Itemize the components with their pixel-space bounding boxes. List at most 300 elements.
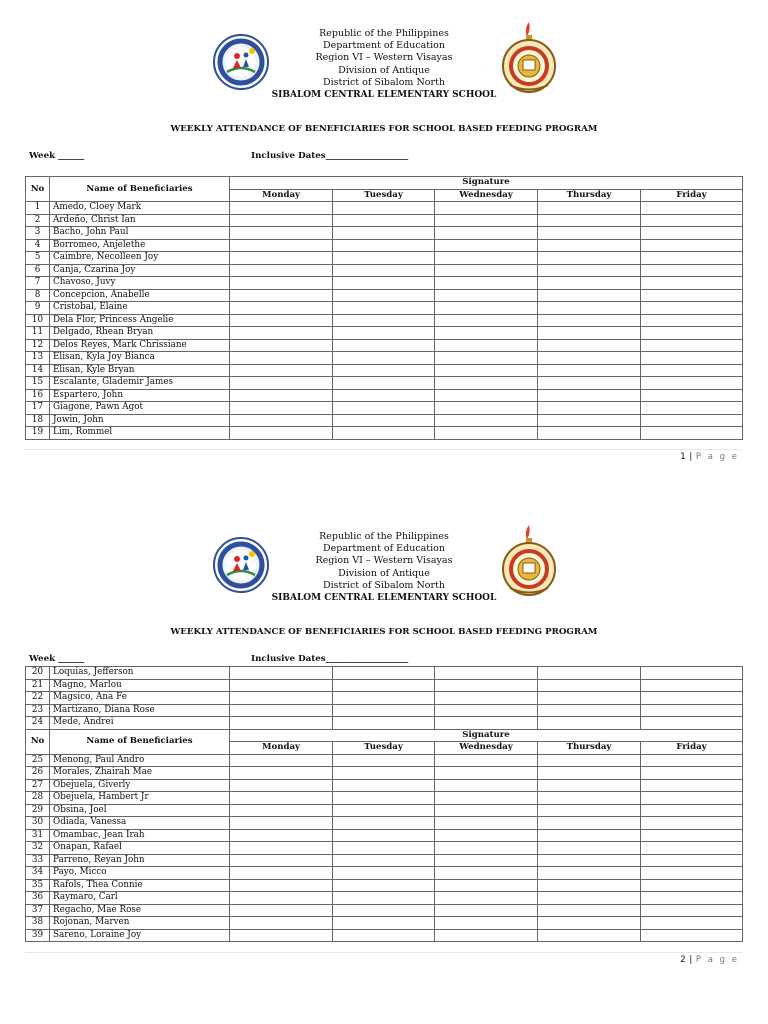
signature-cell-friday[interactable]: [641, 717, 743, 730]
signature-cell-thursday[interactable]: [538, 202, 641, 215]
beneficiary-name: Espartero, John: [50, 389, 230, 402]
beneficiary-name: Lim, Rommel: [50, 427, 230, 440]
signature-cell-monday[interactable]: [230, 917, 333, 930]
signature-cell-friday[interactable]: [641, 842, 743, 855]
signature-cell-thursday[interactable]: [538, 339, 641, 352]
signature-cell-tuesday[interactable]: [333, 302, 435, 315]
form-title: WEEKLY ATTENDANCE OF BENEFICIARIES FOR SCHOOL BASED FEEDING PROGRAM: [170, 627, 598, 637]
signature-cell-wednesday[interactable]: [435, 327, 538, 340]
signature-cell-tuesday[interactable]: [333, 917, 435, 930]
signature-cell-wednesday[interactable]: [435, 704, 538, 717]
signature-cell-thursday[interactable]: [538, 427, 641, 440]
signature-cell-monday[interactable]: [230, 767, 333, 780]
signature-cell-friday[interactable]: [641, 879, 743, 892]
signature-cell-wednesday[interactable]: [435, 377, 538, 390]
signature-cell-thursday[interactable]: [538, 854, 641, 867]
signature-cell-thursday[interactable]: [538, 779, 641, 792]
column-header-no: No: [26, 729, 50, 754]
signature-cell-tuesday[interactable]: [333, 214, 435, 227]
beneficiary-name: Delgado, Rhean Bryan: [50, 327, 230, 340]
signature-cell-monday[interactable]: [230, 792, 333, 805]
signature-cell-thursday[interactable]: [538, 717, 641, 730]
signature-cell-tuesday[interactable]: [333, 929, 435, 942]
signature-cell-monday[interactable]: [230, 352, 333, 365]
signature-cell-monday[interactable]: [230, 704, 333, 717]
signature-cell-tuesday[interactable]: [333, 829, 435, 842]
signature-cell-friday[interactable]: [641, 779, 743, 792]
signature-cell-monday[interactable]: [230, 717, 333, 730]
row-number: 25: [26, 754, 50, 767]
signature-cell-wednesday[interactable]: [435, 904, 538, 917]
signature-cell-wednesday[interactable]: [435, 692, 538, 705]
signature-cell-monday[interactable]: [230, 277, 333, 290]
table-row: [26, 202, 743, 215]
signature-cell-friday[interactable]: [641, 829, 743, 842]
signature-cell-wednesday[interactable]: [435, 264, 538, 277]
signature-cell-tuesday[interactable]: [333, 289, 435, 302]
row-number: 16: [26, 389, 50, 402]
letterhead-line: Department of Education: [323, 40, 445, 52]
signature-cell-wednesday[interactable]: [435, 302, 538, 315]
signature-cell-monday[interactable]: [230, 817, 333, 830]
beneficiary-name: Rojonan, Marven: [50, 917, 230, 930]
signature-cell-tuesday[interactable]: [333, 277, 435, 290]
signature-cell-monday[interactable]: [230, 227, 333, 240]
signature-cell-tuesday[interactable]: [333, 264, 435, 277]
signature-cell-friday[interactable]: [641, 377, 743, 390]
signature-cell-monday[interactable]: [230, 327, 333, 340]
beneficiary-name: Giagone, Pawn Agot: [50, 402, 230, 415]
signature-cell-friday[interactable]: [641, 202, 743, 215]
signature-cell-friday[interactable]: [641, 904, 743, 917]
beneficiary-name: Loquias, Jefferson: [50, 667, 230, 680]
letterhead-line: Division of Antique: [338, 567, 430, 579]
page-number-footer: 2 | P a g e: [680, 955, 739, 965]
signature-cell-thursday[interactable]: [538, 704, 641, 717]
signature-cell-tuesday[interactable]: [333, 704, 435, 717]
signature-cell-thursday[interactable]: [538, 829, 641, 842]
beneficiary-name: Concepcion, Anabelle: [50, 289, 230, 302]
signature-cell-thursday[interactable]: [538, 667, 641, 680]
signature-cell-monday[interactable]: [230, 239, 333, 252]
signature-cell-monday[interactable]: [230, 892, 333, 905]
signature-cell-wednesday[interactable]: [435, 917, 538, 930]
signature-cell-thursday[interactable]: [538, 377, 641, 390]
row-number: 22: [26, 692, 50, 705]
signature-cell-thursday[interactable]: [538, 792, 641, 805]
table-row: [26, 892, 743, 905]
row-number: 32: [26, 842, 50, 855]
column-header-name: Name of Beneficiaries: [50, 729, 230, 754]
signature-cell-monday[interactable]: [230, 289, 333, 302]
signature-cell-wednesday[interactable]: [435, 929, 538, 942]
page-number: 1: [680, 452, 687, 462]
signature-cell-monday[interactable]: [230, 804, 333, 817]
signature-cell-friday[interactable]: [641, 277, 743, 290]
beneficiary-name: Obsina, Joel: [50, 804, 230, 817]
signature-cell-monday[interactable]: [230, 364, 333, 377]
signature-cell-tuesday[interactable]: [333, 414, 435, 427]
signature-cell-wednesday[interactable]: [435, 842, 538, 855]
row-number: 37: [26, 904, 50, 917]
signature-cell-thursday[interactable]: [538, 879, 641, 892]
signature-cell-tuesday[interactable]: [333, 904, 435, 917]
table-row: [26, 302, 743, 315]
signature-cell-thursday[interactable]: [538, 402, 641, 415]
beneficiary-name: Regacho, Mae Rose: [50, 904, 230, 917]
signature-cell-monday[interactable]: [230, 339, 333, 352]
signature-cell-tuesday[interactable]: [333, 352, 435, 365]
signature-cell-friday[interactable]: [641, 917, 743, 930]
signature-cell-tuesday[interactable]: [333, 767, 435, 780]
row-number: 29: [26, 804, 50, 817]
signature-cell-tuesday[interactable]: [333, 239, 435, 252]
signature-cell-monday[interactable]: [230, 202, 333, 215]
signature-cell-friday[interactable]: [641, 679, 743, 692]
signature-cell-thursday[interactable]: [538, 892, 641, 905]
signature-cell-tuesday[interactable]: [333, 252, 435, 265]
table-row: [26, 377, 743, 390]
signature-cell-tuesday[interactable]: [333, 427, 435, 440]
row-number: 19: [26, 427, 50, 440]
signature-cell-wednesday[interactable]: [435, 804, 538, 817]
signature-cell-wednesday[interactable]: [435, 339, 538, 352]
table-row: [26, 867, 743, 880]
signature-cell-tuesday[interactable]: [333, 867, 435, 880]
attendance-table: [25, 176, 743, 440]
signature-cell-friday[interactable]: [641, 414, 743, 427]
signature-cell-monday[interactable]: [230, 904, 333, 917]
signature-cell-thursday[interactable]: [538, 389, 641, 402]
signature-cell-wednesday[interactable]: [435, 817, 538, 830]
column-header-signature: Signature: [230, 729, 743, 742]
signature-cell-monday[interactable]: [230, 779, 333, 792]
signature-cell-thursday[interactable]: [538, 754, 641, 767]
column-header-tuesday: Tuesday: [333, 742, 435, 755]
inclusive-dates-field: Inclusive Dates___________________: [251, 151, 409, 161]
beneficiary-name: Elisan, Kyle Bryan: [50, 364, 230, 377]
signature-cell-friday[interactable]: [641, 892, 743, 905]
row-number: 26: [26, 767, 50, 780]
signature-cell-tuesday[interactable]: [333, 314, 435, 327]
table-row: [26, 389, 743, 402]
signature-cell-wednesday[interactable]: [435, 867, 538, 880]
signature-cell-tuesday[interactable]: [333, 389, 435, 402]
signature-cell-thursday[interactable]: [538, 277, 641, 290]
row-number: 10: [26, 314, 50, 327]
document-page-1: [0, 0, 768, 500]
signature-cell-friday[interactable]: [641, 667, 743, 680]
table-row: [26, 842, 743, 855]
signature-cell-wednesday[interactable]: [435, 227, 538, 240]
week-field: Week ______: [29, 151, 85, 161]
column-header-no: No: [26, 177, 50, 202]
signature-cell-tuesday[interactable]: [333, 754, 435, 767]
page-number: 2: [680, 955, 687, 965]
signature-cell-thursday[interactable]: [538, 314, 641, 327]
signature-cell-tuesday[interactable]: [333, 779, 435, 792]
signature-cell-thursday[interactable]: [538, 679, 641, 692]
signature-cell-wednesday[interactable]: [435, 389, 538, 402]
signature-cell-monday[interactable]: [230, 302, 333, 315]
table-row: [26, 427, 743, 440]
letterhead-line: District of Sibalom North: [323, 579, 445, 591]
signature-cell-wednesday[interactable]: [435, 854, 538, 867]
column-header-monday: Monday: [230, 189, 333, 202]
signature-cell-thursday[interactable]: [538, 929, 641, 942]
signature-cell-wednesday[interactable]: [435, 364, 538, 377]
signature-cell-friday[interactable]: [641, 427, 743, 440]
signature-cell-monday[interactable]: [230, 252, 333, 265]
signature-cell-friday[interactable]: [641, 929, 743, 942]
signature-cell-tuesday[interactable]: [333, 364, 435, 377]
column-header-name: Name of Beneficiaries: [50, 177, 230, 202]
row-number: 28: [26, 792, 50, 805]
signature-cell-monday[interactable]: [230, 829, 333, 842]
signature-cell-wednesday[interactable]: [435, 667, 538, 680]
signature-cell-wednesday[interactable]: [435, 289, 538, 302]
page-word: P a g e: [695, 452, 739, 462]
signature-cell-monday[interactable]: [230, 692, 333, 705]
letterhead: [0, 28, 768, 101]
signature-cell-friday[interactable]: [641, 352, 743, 365]
letterhead: [0, 531, 768, 604]
signature-cell-wednesday[interactable]: [435, 427, 538, 440]
row-number: 1: [26, 202, 50, 215]
signature-cell-monday[interactable]: [230, 402, 333, 415]
signature-cell-friday[interactable]: [641, 692, 743, 705]
signature-cell-thursday[interactable]: [538, 352, 641, 365]
signature-cell-tuesday[interactable]: [333, 402, 435, 415]
letterhead-line: Region VI – Western Visayas: [315, 555, 453, 567]
signature-cell-thursday[interactable]: [538, 817, 641, 830]
beneficiary-name: Chavoso, Juvy: [50, 277, 230, 290]
column-header-friday: Friday: [641, 189, 743, 202]
signature-cell-friday[interactable]: [641, 389, 743, 402]
signature-cell-friday[interactable]: [641, 804, 743, 817]
signature-cell-tuesday[interactable]: [333, 792, 435, 805]
signature-cell-tuesday[interactable]: [333, 879, 435, 892]
beneficiary-name: Magno, Marlou: [50, 679, 230, 692]
table-row: [26, 854, 743, 867]
table-row: [26, 364, 743, 377]
signature-cell-friday[interactable]: [641, 364, 743, 377]
row-number: 39: [26, 929, 50, 942]
signature-cell-friday[interactable]: [641, 402, 743, 415]
table-row: [26, 879, 743, 892]
column-header-tuesday: Tuesday: [333, 189, 435, 202]
signature-cell-thursday[interactable]: [538, 289, 641, 302]
beneficiary-name: Onapan, Rafael: [50, 842, 230, 855]
row-number: 5: [26, 252, 50, 265]
column-header-wednesday: Wednesday: [435, 742, 538, 755]
row-number: 30: [26, 817, 50, 830]
table-row: [26, 402, 743, 415]
signature-cell-friday[interactable]: [641, 754, 743, 767]
week-field: Week ______: [29, 654, 85, 664]
signature-cell-monday[interactable]: [230, 377, 333, 390]
signature-cell-tuesday[interactable]: [333, 227, 435, 240]
beneficiary-name: Cristobal, Elaine: [50, 302, 230, 315]
signature-cell-friday[interactable]: [641, 854, 743, 867]
signature-cell-friday[interactable]: [641, 227, 743, 240]
signature-cell-friday[interactable]: [641, 252, 743, 265]
row-number: 6: [26, 264, 50, 277]
signature-cell-monday[interactable]: [230, 214, 333, 227]
beneficiary-name: Jowin, John: [50, 414, 230, 427]
table-row: [26, 817, 743, 830]
row-number: 9: [26, 302, 50, 315]
row-number: 36: [26, 892, 50, 905]
signature-cell-monday[interactable]: [230, 854, 333, 867]
row-number: 13: [26, 352, 50, 365]
table-row: [26, 667, 743, 680]
signature-cell-thursday[interactable]: [538, 804, 641, 817]
signature-cell-friday[interactable]: [641, 792, 743, 805]
signature-cell-friday[interactable]: [641, 867, 743, 880]
signature-cell-thursday[interactable]: [538, 842, 641, 855]
beneficiary-name: Amedo, Cloey Mark: [50, 202, 230, 215]
beneficiary-name: Escalante, Glademir James: [50, 377, 230, 390]
table-row: [26, 214, 743, 227]
row-number: 2: [26, 214, 50, 227]
row-number: 34: [26, 867, 50, 880]
row-number: 33: [26, 854, 50, 867]
signature-cell-wednesday[interactable]: [435, 767, 538, 780]
document-page-2: [0, 503, 768, 1003]
signature-cell-tuesday[interactable]: [333, 202, 435, 215]
signature-cell-monday[interactable]: [230, 314, 333, 327]
signature-cell-thursday[interactable]: [538, 867, 641, 880]
signature-cell-monday[interactable]: [230, 414, 333, 427]
signature-cell-wednesday[interactable]: [435, 779, 538, 792]
table-row: [26, 692, 743, 705]
beneficiary-name: Bacho, John Paul: [50, 227, 230, 240]
signature-cell-wednesday[interactable]: [435, 252, 538, 265]
beneficiary-name: Menong, Paul Andro: [50, 754, 230, 767]
beneficiary-name: Sareno, Loraine Joy: [50, 929, 230, 942]
table-row: [26, 264, 743, 277]
signature-cell-tuesday[interactable]: [333, 667, 435, 680]
table-row: [26, 779, 743, 792]
signature-cell-thursday[interactable]: [538, 264, 641, 277]
signature-cell-thursday[interactable]: [538, 239, 641, 252]
table-row: [26, 792, 743, 805]
form-title: WEEKLY ATTENDANCE OF BENEFICIARIES FOR SCHOOL BASED FEEDING PROGRAM: [170, 124, 598, 134]
beneficiary-name: Morales, Zhairah Mae: [50, 767, 230, 780]
signature-cell-thursday[interactable]: [538, 917, 641, 930]
signature-cell-wednesday[interactable]: [435, 277, 538, 290]
signature-cell-friday[interactable]: [641, 817, 743, 830]
signature-cell-tuesday[interactable]: [333, 817, 435, 830]
column-header-signature: Signature: [230, 177, 743, 190]
signature-cell-friday[interactable]: [641, 264, 743, 277]
signature-cell-wednesday[interactable]: [435, 202, 538, 215]
signature-cell-tuesday[interactable]: [333, 804, 435, 817]
signature-cell-wednesday[interactable]: [435, 829, 538, 842]
signature-cell-thursday[interactable]: [538, 302, 641, 315]
signature-cell-friday[interactable]: [641, 767, 743, 780]
beneficiary-name: Delos Reyes, Mark Chrissiane: [50, 339, 230, 352]
table-row: [26, 754, 743, 767]
signature-cell-wednesday[interactable]: [435, 214, 538, 227]
signature-cell-monday[interactable]: [230, 879, 333, 892]
signature-cell-wednesday[interactable]: [435, 414, 538, 427]
signature-cell-wednesday[interactable]: [435, 239, 538, 252]
signature-cell-friday[interactable]: [641, 214, 743, 227]
signature-cell-wednesday[interactable]: [435, 879, 538, 892]
row-number: 12: [26, 339, 50, 352]
signature-cell-wednesday[interactable]: [435, 352, 538, 365]
signature-cell-monday[interactable]: [230, 754, 333, 767]
signature-cell-thursday[interactable]: [538, 692, 641, 705]
signature-cell-friday[interactable]: [641, 327, 743, 340]
signature-cell-wednesday[interactable]: [435, 892, 538, 905]
signature-cell-monday[interactable]: [230, 842, 333, 855]
signature-cell-thursday[interactable]: [538, 252, 641, 265]
signature-cell-monday[interactable]: [230, 427, 333, 440]
beneficiary-name: Odiada, Vanessa: [50, 817, 230, 830]
signature-cell-thursday[interactable]: [538, 214, 641, 227]
signature-cell-friday[interactable]: [641, 314, 743, 327]
signature-cell-friday[interactable]: [641, 302, 743, 315]
signature-cell-tuesday[interactable]: [333, 692, 435, 705]
signature-cell-thursday[interactable]: [538, 227, 641, 240]
table-row: [26, 289, 743, 302]
signature-cell-monday[interactable]: [230, 867, 333, 880]
signature-cell-wednesday[interactable]: [435, 402, 538, 415]
signature-cell-tuesday[interactable]: [333, 842, 435, 855]
signature-cell-tuesday[interactable]: [333, 339, 435, 352]
signature-cell-friday[interactable]: [641, 704, 743, 717]
signature-cell-tuesday[interactable]: [333, 854, 435, 867]
signature-cell-thursday[interactable]: [538, 327, 641, 340]
signature-cell-wednesday[interactable]: [435, 314, 538, 327]
signature-cell-thursday[interactable]: [538, 767, 641, 780]
signature-cell-monday[interactable]: [230, 389, 333, 402]
signature-cell-tuesday[interactable]: [333, 679, 435, 692]
signature-cell-friday[interactable]: [641, 239, 743, 252]
row-number: 3: [26, 227, 50, 240]
signature-cell-friday[interactable]: [641, 339, 743, 352]
signature-cell-monday[interactable]: [230, 264, 333, 277]
signature-cell-monday[interactable]: [230, 667, 333, 680]
column-header-monday: Monday: [230, 742, 333, 755]
row-number: 23: [26, 704, 50, 717]
signature-cell-wednesday[interactable]: [435, 717, 538, 730]
footer-rule: [25, 449, 742, 450]
row-number: 18: [26, 414, 50, 427]
signature-cell-thursday[interactable]: [538, 364, 641, 377]
signature-cell-monday[interactable]: [230, 679, 333, 692]
signature-cell-tuesday[interactable]: [333, 717, 435, 730]
signature-cell-thursday[interactable]: [538, 414, 641, 427]
beneficiary-name: Omambac, Jean Irah: [50, 829, 230, 842]
beneficiary-name: Canja, Czarina Joy: [50, 264, 230, 277]
signature-cell-tuesday[interactable]: [333, 327, 435, 340]
signature-cell-monday[interactable]: [230, 929, 333, 942]
beneficiary-name: Elisan, Kyla Joy Bianca: [50, 352, 230, 365]
signature-cell-friday[interactable]: [641, 289, 743, 302]
signature-cell-wednesday[interactable]: [435, 679, 538, 692]
signature-cell-wednesday[interactable]: [435, 792, 538, 805]
signature-cell-tuesday[interactable]: [333, 892, 435, 905]
table-row: [26, 352, 743, 365]
signature-cell-tuesday[interactable]: [333, 377, 435, 390]
signature-cell-wednesday[interactable]: [435, 754, 538, 767]
attendance-table: [25, 666, 743, 942]
signature-cell-thursday[interactable]: [538, 904, 641, 917]
